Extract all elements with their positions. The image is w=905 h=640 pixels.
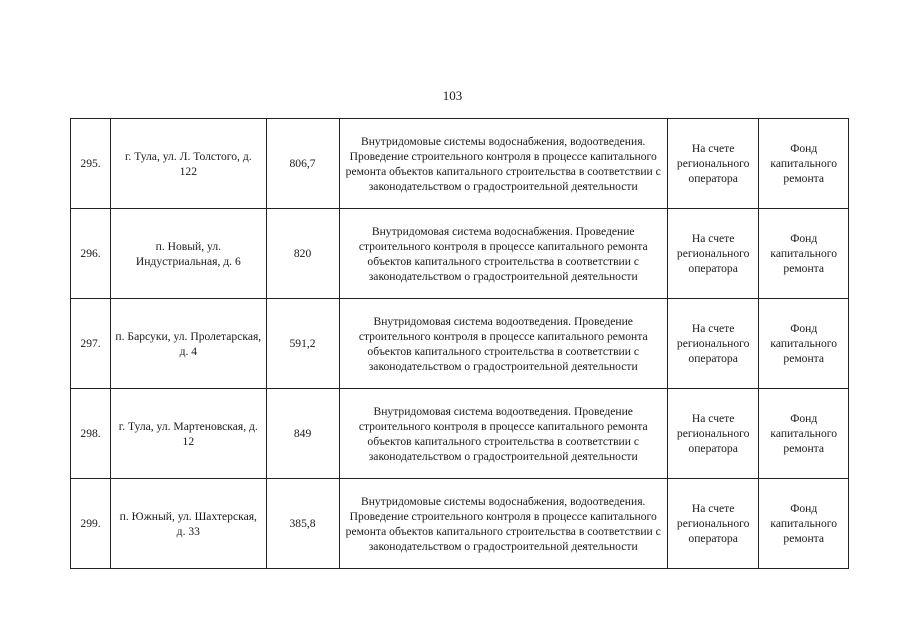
account-method-cell: На счете регионального оператора: [667, 479, 759, 569]
area-cell: 820: [266, 209, 339, 299]
funding-source-cell: Фонд капитального ремонта: [759, 209, 849, 299]
funding-source-cell: Фонд капитального ремонта: [759, 119, 849, 209]
funding-source-cell: Фонд капитального ремонта: [759, 299, 849, 389]
table-row: [71, 479, 849, 569]
area-cell: 591,2: [266, 299, 339, 389]
address-cell: г. Тула, ул. Мартеновская, д. 12: [111, 389, 266, 479]
row-number-cell: 295.: [71, 119, 111, 209]
work-description-cell: Внутридомовые системы водоснабжения, водоотведения. Проведение строительного контроля в процессе капитального ремонта объектов капитального строительства в соответствии с законодательством о градостроительной деятельности: [339, 479, 667, 569]
address-cell: г. Тула, ул. Л. Толстого, д. 122: [111, 119, 266, 209]
page-number: 103: [442, 88, 463, 103]
account-method-cell: На счете регионального оператора: [667, 119, 759, 209]
area-cell: 849: [266, 389, 339, 479]
area-cell: 385,8: [266, 479, 339, 569]
funding-source-cell: Фонд капитального ремонта: [759, 389, 849, 479]
work-description-cell: Внутридомовая система водоснабжения. Проведение строительного контроля в процессе капитального ремонта объектов капитального строительства в соответствии с законодательством о градостроительной деятельности: [339, 209, 667, 299]
row-number-cell: 299.: [71, 479, 111, 569]
address-cell: п. Барсуки, ул. Пролетарская, д. 4: [111, 299, 266, 389]
area-cell: 806,7: [266, 119, 339, 209]
work-description-cell: Внутридомовая система водоотведения. Проведение строительного контроля в процессе капитального ремонта объектов капитального строительства в соответствии с законодательством о градостроительной деятельности: [339, 299, 667, 389]
table-row: [71, 119, 849, 209]
repair-table: [70, 118, 849, 569]
work-description-cell: Внутридомовая система водоотведения. Проведение строительного контроля в процессе капитального ремонта объектов капитального строительства в соответствии с законодательством о градостроительной деятельности: [339, 389, 667, 479]
address-cell: п. Южный, ул. Шахтерская, д. 33: [111, 479, 266, 569]
address-cell: п. Новый, ул. Индустриальная, д. 6: [111, 209, 266, 299]
work-description-cell: Внутридомовые системы водоснабжения, водоотведения. Проведение строительного контроля в процессе капитального ремонта объектов капитального строительства в соответствии с законодательством о градостроительной деятельности: [339, 119, 667, 209]
table-row: [71, 209, 849, 299]
table-row: [71, 389, 849, 479]
row-number-cell: 296.: [71, 209, 111, 299]
row-number-cell: 297.: [71, 299, 111, 389]
account-method-cell: На счете регионального оператора: [667, 299, 759, 389]
row-number-cell: 298.: [71, 389, 111, 479]
table-row: [71, 299, 849, 389]
account-method-cell: На счете регионального оператора: [667, 209, 759, 299]
funding-source-cell: Фонд капитального ремонта: [759, 479, 849, 569]
account-method-cell: На счете регионального оператора: [667, 389, 759, 479]
